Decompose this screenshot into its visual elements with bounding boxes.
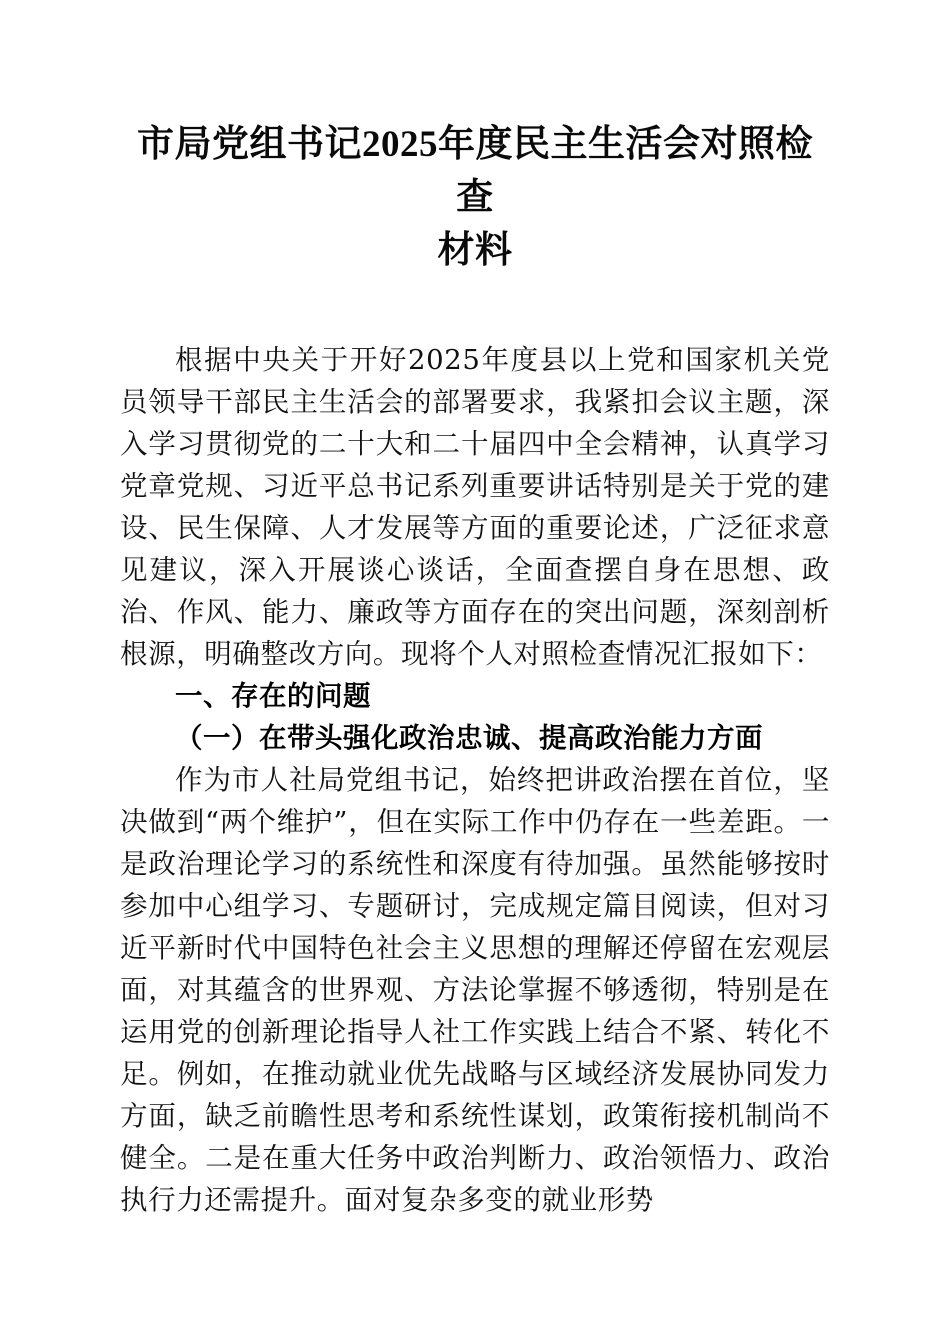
subsection-paragraph-political-loyalty: 作为市人社局党组书记，始终把讲政治摆在首位，坚决做到“两个维护”，但在实际工作中仍存在一些差距。一是政治理论学习的系统性和深度有待加强。虽然能够按时参加中心组学习、专题研讨，完成规定篇目阅读，但对习近平新时代中国特色社会主义思想的理解还停留在宏观层面，对其蕴含的世界观、方法论掌握不够透彻，特别是在运用党的创新理论指导人社工作实践上结合不紧、转化不足。例如，在推动就业优先战略与区域经济发展协同发力方面，缺乏前瞻性思考和系统性谋划，政策衔接机制尚不健全。二是在重大任务中政治判断力、政治领悟力、政治执行力还需提升。面对复杂多变的就业形势 [120, 764, 830, 1216]
page-title-line-1: 市局党组书记2025年度民主生活会对照检查 [137, 124, 813, 218]
intro-paragraph: 根据中央关于开好2025年度县以上党和国家机关党员领导干部民主生活会的部署要求，我紧扣会议主题，深入学习贯彻党的二十大和二十届四中全会精神，认真学习党章党规、习近平总书记系列重要讲话特别是关于党的建设、民生保障、人才发展等方面的重要论述，广泛征求意见建议，深入开展谈心谈话，全面查摆自身在思想、政治、作风、能力、廉政等方面存在的突出问题，深刻剖析根源，明确整改方向。现将个人对照检查情况汇报如下： [120, 344, 830, 670]
subsection-heading-political-loyalty: （一）在带头强化政治忠诚、提高政治能力方面 [175, 722, 763, 754]
page-title-line-2: 材料 [437, 230, 513, 271]
page-title [120, 118, 830, 277]
section-heading-problems: 一、存在的问题 [175, 680, 371, 712]
title-body-spacer [120, 277, 830, 339]
